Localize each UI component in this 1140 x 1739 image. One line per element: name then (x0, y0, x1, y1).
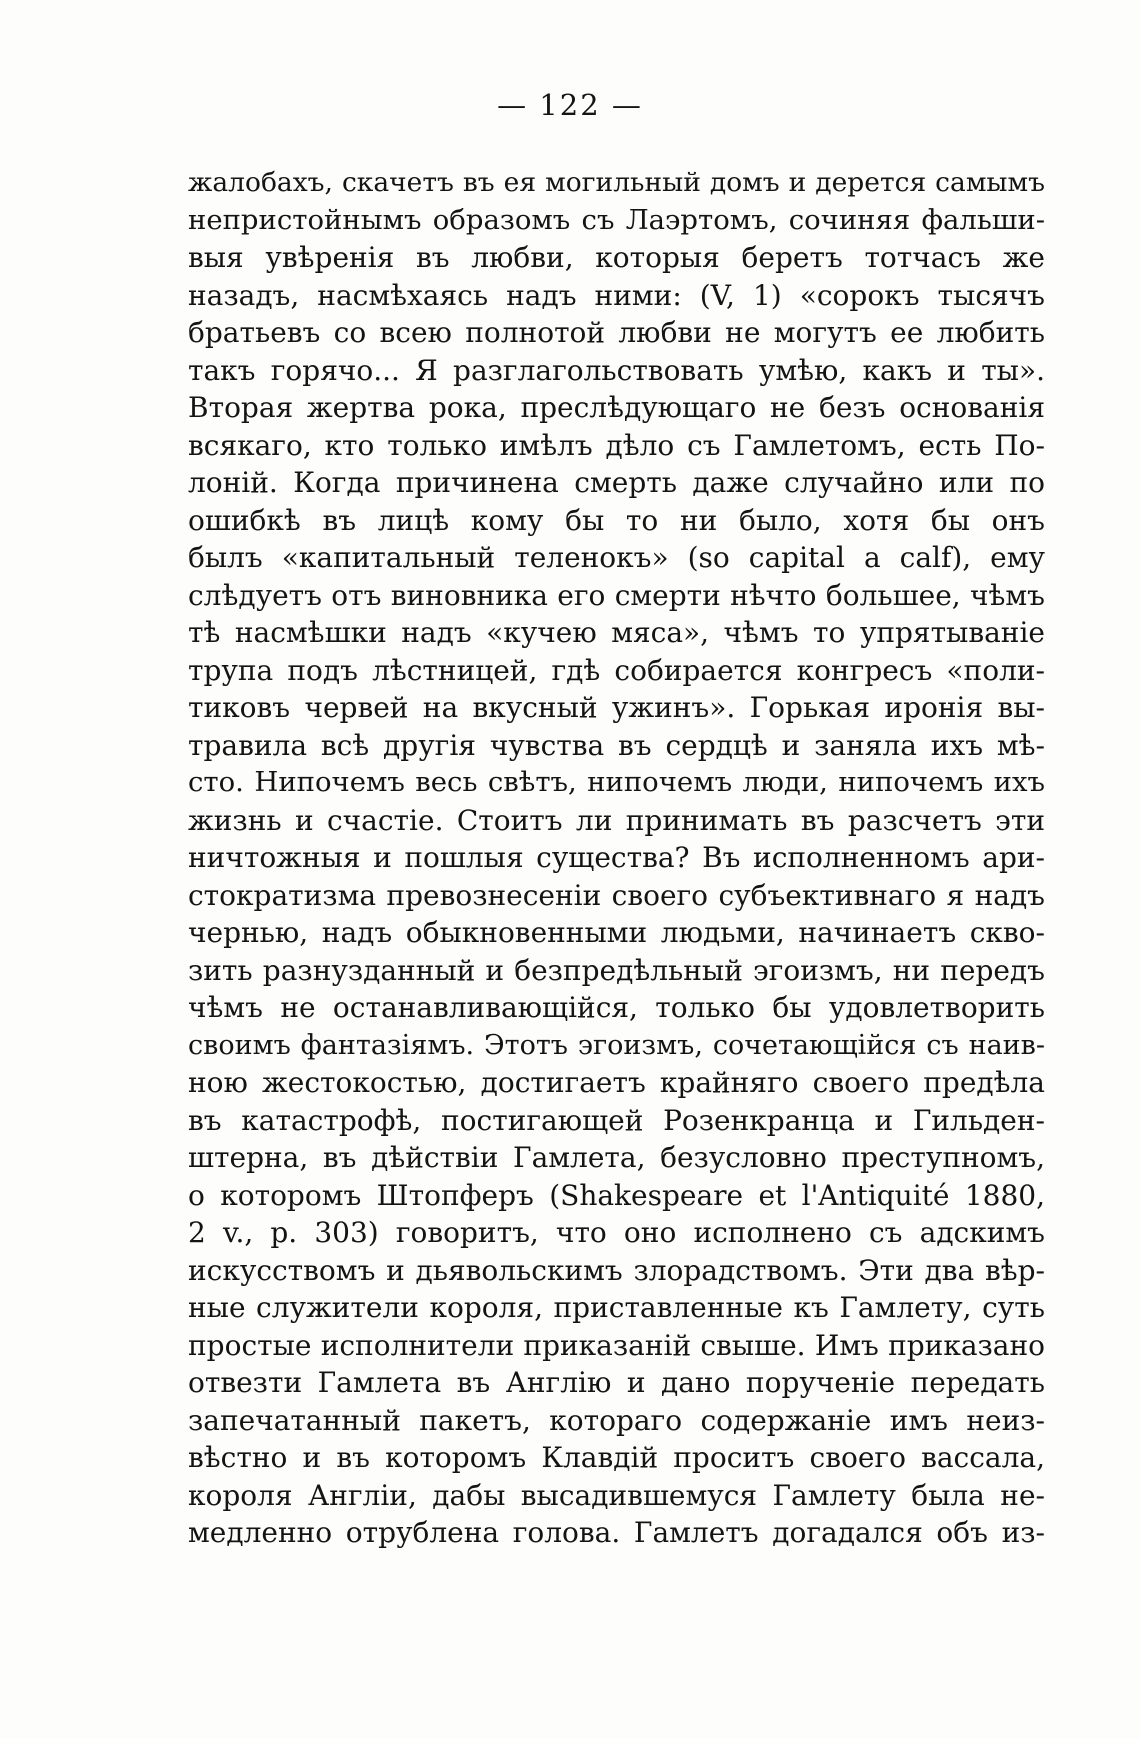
text-line: о которомъ Штопферъ (Shakespeare et l'Antiquité 1880, (188, 1178, 1045, 1212)
page-number-header: — 122 — (497, 88, 643, 122)
text-line: зить разнузданный и безпредѣльный эгоизмъ, ни передъ (188, 953, 1045, 987)
text-line: братьевъ со всею полнотой любви не могутъ ее любить (188, 316, 1045, 349)
text-line: простые исполнители приказаній свыше. Имъ приказано (188, 1328, 1045, 1362)
text-line: вѣстно и въ которомъ Клавдій проситъ своего вассала, (188, 1441, 1045, 1474)
text-line: въ катастрофѣ, постигающей Розенкранца и Гильден- (188, 1103, 1045, 1137)
text-line: отвезти Гамлета въ Англію и дано порученіе передать (188, 1366, 1045, 1399)
text-line: штерна, въ дѣйствіи Гамлета, безусловно преступномъ, (188, 1141, 1045, 1174)
text-line: ошибкѣ въ лицѣ кому бы то ни было, хотя бы онъ (188, 503, 1045, 537)
text-line: короля Англіи, дабы высадившемуся Гамлету была не- (188, 1478, 1045, 1512)
text-line: Вторая жертва рока, преслѣдующаго не безъ основанія (188, 391, 1045, 424)
text-line: сто. Нипочемъ весь свѣтъ, нипочемъ люди, нипочемъ ихъ (188, 766, 1045, 798)
text-line: чернью, надъ обыкновенными людьми, начинаетъ скво- (188, 916, 1045, 949)
text-line: искусствомъ и дьявольскимъ злорадствомъ. Эти два вѣр- (188, 1253, 1045, 1287)
text-line: стократизма превознесеніи своего субъективнаго я надъ (188, 878, 1045, 912)
text-line: былъ «капитальный теленокъ» (so capital a calf), ему (188, 541, 1045, 574)
text-line: тиковъ червей на вкусный ужинъ». Горькая иронія вы- (188, 691, 1045, 724)
text-line: выя увѣренія въ любви, которыя беретъ тотчасъ же (188, 241, 1045, 274)
text-line: трупа подъ лѣстницей, гдѣ собирается конгресъ «поли- (188, 653, 1045, 687)
text-line: своимъ фантазіямъ. Этотъ эгоизмъ, сочетающійся съ наив- (188, 1029, 1045, 1061)
text-line: ною жестокостью, достигаетъ крайняго своего предѣла (188, 1066, 1045, 1099)
text-line: жизнь и счастіе. Стоитъ ли принимать въ разсчетъ эти (188, 803, 1045, 837)
text-line: тѣ насмѣшки надъ «кучею мяса», чѣмъ то упрятываніе (188, 616, 1045, 649)
text-line: жалобахъ, скачетъ въ ея могильный домъ и дерется самымъ (188, 167, 1045, 198)
text-line: непристойнымъ образомъ съ Лаэртомъ, сочиняя фальши- (188, 203, 1045, 236)
text-line: чѣмъ не останавливающійся, только бы удовлетворить (188, 991, 1045, 1024)
text-line: назадъ, насмѣхаясь надъ ними: (V, 1) «сорокъ тысячъ (188, 278, 1045, 312)
text-line: ные служители короля, приставленные къ Гамлету, суть (188, 1291, 1045, 1324)
text-line: медленно отрублена голова. Гамлетъ догадался объ из- (188, 1516, 1045, 1549)
text-line: такъ горячо... Я разглагольствовать умѣю, какъ и ты». (188, 353, 1045, 387)
body-text (188, 164, 1045, 1552)
text-line: всякаго, кто только имѣлъ дѣло съ Гамлетомъ, есть По- (188, 428, 1045, 462)
text-line: травила всѣ другія чувства въ сердцѣ и заняла ихъ мѣ- (188, 728, 1045, 762)
text-line: слѣдуетъ отъ виновника его смерти нѣчто большее, чѣмъ (188, 578, 1045, 612)
text-line: 2 v., p. 303) говоритъ, что оно исполнено съ адскимъ (188, 1216, 1045, 1249)
text-line: лоній. Когда причинена смерть даже случайно или по (188, 466, 1045, 499)
text-line: запечатанный пакетъ, котораго содержаніе имъ неиз- (188, 1403, 1045, 1437)
text-line: ничтожныя и пошлыя существа? Въ исполненномъ ари- (188, 841, 1045, 874)
